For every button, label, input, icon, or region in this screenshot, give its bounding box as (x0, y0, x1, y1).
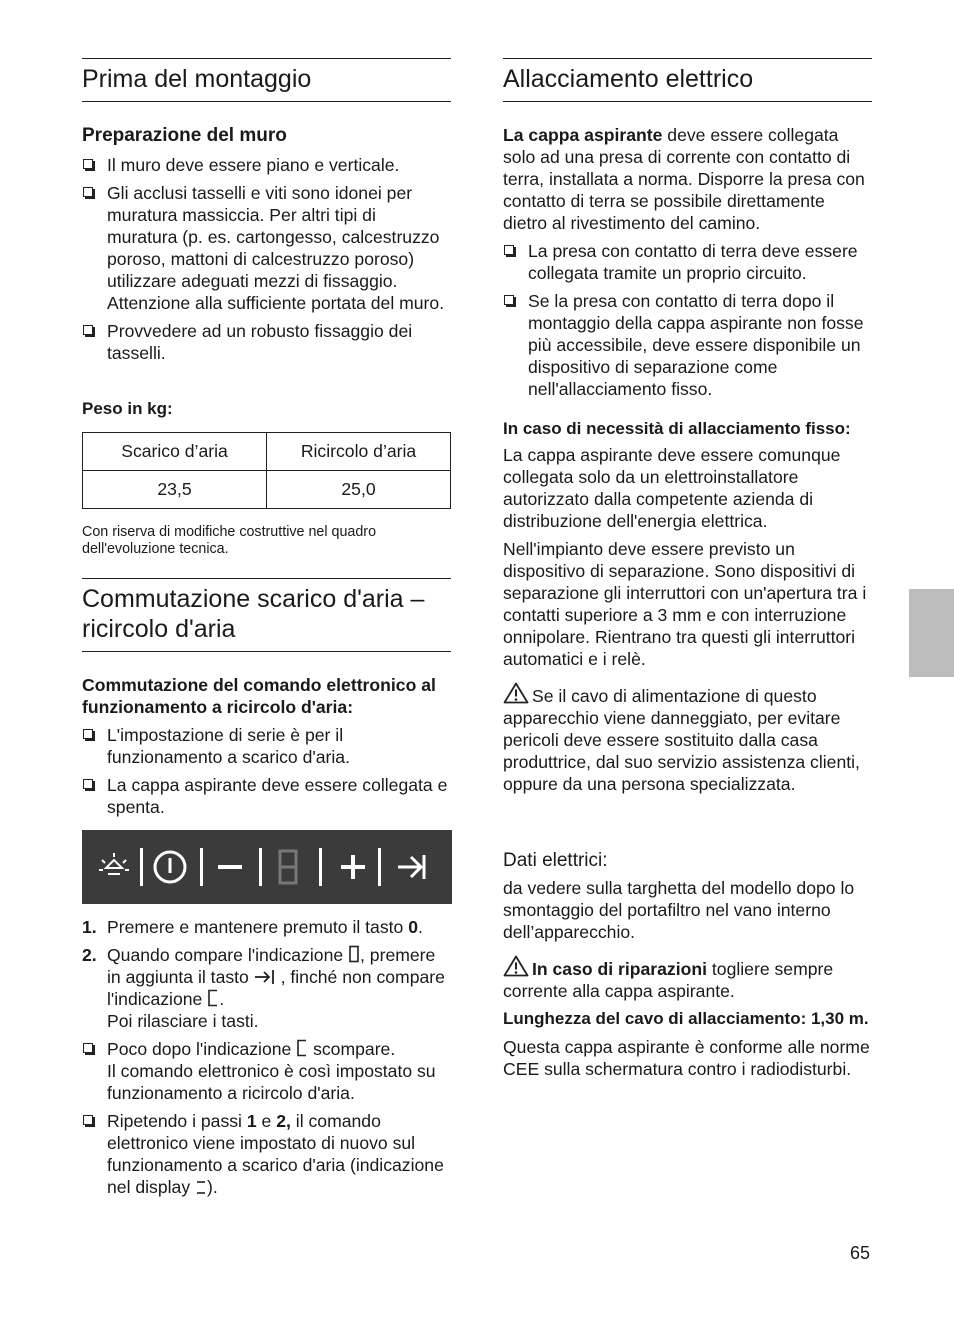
segment-display-icon (280, 851, 296, 883)
intro-paragraph: La cappa aspirante deve essere collegata solo ad una presa di corrente con contatto di terra, installata a norma. Disporre la presa con contatto di terra se possibile direttamente dietro al rivestimento del camino. (503, 125, 865, 233)
panel-divider (259, 848, 262, 886)
list-item: L'impostazione di serie è per il funzionamento a scarico d'aria. (82, 724, 451, 768)
wall-preparation-heading: Preparazione del muro (82, 125, 287, 146)
display-line-icon (195, 1177, 207, 1195)
steps-list (82, 916, 451, 1032)
table-header: Ricircolo d’aria (267, 433, 451, 471)
weight-table (82, 432, 451, 509)
table-cell: 25,0 (267, 471, 451, 509)
arrow-to-bar-icon (254, 969, 276, 985)
display-c-icon (296, 1039, 308, 1057)
list-item: Il muro deve essere piano e verticale. (82, 154, 451, 176)
list-item: Provvedere ad un robusto fissaggio dei tasselli. (82, 320, 451, 364)
checkbox-bullet-icon (83, 779, 93, 789)
disclaimer-note: Con riserva di modifiche costruttive nel quadro dell'evoluzione tecnica. (82, 524, 377, 557)
fixed-paragraph-2: Nell'impianto deve essere previsto un dispositivo di separazione. Sono dispositivi di separazione gli interruttori con un'apertura tra i contatti superiore a 3 mm e con interruzione onnipolare. Rientrano tra questi gli interruttori automatici e i relè. (503, 539, 867, 669)
electrical-data-heading: Dati elettrici: (503, 850, 608, 871)
panel-divider (319, 848, 322, 886)
display-zero-icon (348, 945, 360, 963)
fixed-connection-heading: In caso di necessità di allacciamento fisso: (503, 419, 851, 438)
section-title-electrical: Allacciamento elettrico (503, 58, 872, 102)
checkbox-bullet-icon (83, 1115, 93, 1125)
checkbox-bullet-icon (83, 325, 93, 335)
after-checklist (82, 1038, 451, 1198)
section-title-switching: Commutazione scarico d'aria – ricircolo d'aria (82, 578, 451, 652)
switch-heading: Commutazione del comando elettronico al funzionamento a ricircolo d'aria: (82, 675, 436, 717)
control-panel (82, 830, 452, 904)
display-c-icon (207, 989, 219, 1007)
list-item: 2. Quando compare l'indicazione , premere in aggiunta il tasto , finché non compare l'indicazione . Poi rilasciare i tasti. (82, 945, 445, 1031)
section-tab-marker (909, 589, 954, 677)
list-item: Se la presa con contatto di terra dopo il montaggio della cappa aspirante non fosse più accessibile, deve essere disponibile un dispositivo di separazione come nell'allacciamento fisso. (503, 290, 872, 400)
section-title-mounting: Prima del montaggio (82, 58, 451, 102)
cable-warning: Se il cavo di alimentazione di questo apparecchio viene danneggiato, per evitare pericoli deve essere sostituito dalla casa produttrice, dal suo servizio assistenza clienti, oppure da una persona specializzata. (503, 682, 872, 795)
minus-icon[interactable] (218, 865, 242, 869)
table-row (83, 433, 451, 471)
repair-warning: In caso di riparazioni togliere sempre corrente alla cappa aspirante. (503, 955, 872, 1002)
list-item: Poco dopo l'indicazione scompare. Il comando elettronico è così impostato su funzionamento a ricircolo d'aria. (82, 1038, 451, 1104)
checkbox-bullet-icon (83, 1043, 93, 1053)
checkbox-bullet-icon (504, 295, 514, 305)
list-item: 1. Premere e mantenere premuto il tasto 0. (82, 917, 423, 937)
panel-divider (200, 848, 203, 886)
electrical-checklist (503, 240, 872, 400)
list-item: La cappa aspirante deve essere collegata e spenta. (82, 774, 451, 818)
cable-length: Lunghezza del cavo di allacciamento: 1,30 m. (503, 1009, 869, 1028)
table-cell: 23,5 (83, 471, 267, 509)
warning-icon (503, 955, 529, 977)
checkbox-bullet-icon (83, 159, 93, 169)
warning-icon (503, 682, 529, 704)
left-column (82, 58, 451, 1204)
page-number: 65 (850, 1243, 871, 1263)
fixed-paragraph-1: La cappa aspirante deve essere comunque collegata solo da un elettroinstallatore autorizzato dalla competente azienda di distribuzione dell'energia elettrica. (503, 445, 841, 531)
table-header: Scarico d’aria (83, 433, 267, 471)
checkbox-bullet-icon (83, 729, 93, 739)
weight-label: Peso in kg: (82, 399, 173, 418)
list-item: Gli acclusi tasselli e viti sono idonei per muratura massiccia. Per altri tipi di muratura (p. es. cartongesso, calcestruzzo poroso, mattoni di calcestruzzo poroso) utilizzare adeguati mezzi di fissaggio. Attenzione alla sufficiente portata del muro. (82, 182, 451, 314)
switch-checklist (82, 724, 451, 818)
checkbox-bullet-icon (83, 187, 93, 197)
list-item: La presa con contatto di terra deve essere collegata tramite un proprio circuito. (503, 240, 872, 284)
list-item: Ripetendo i passi 1 e 2, il comando elettronico viene impostato di nuovo sul funzionamento a scarico d'aria (indicazione nel display ). (82, 1110, 451, 1198)
plus-icon[interactable] (341, 855, 365, 879)
light-icon[interactable] (99, 853, 129, 874)
right-column (503, 58, 872, 1086)
wall-checklist (82, 154, 451, 364)
arrow-to-bar-icon[interactable] (398, 855, 424, 879)
checkbox-bullet-icon (504, 245, 514, 255)
electrical-data-text: da vedere sulla targhetta del modello dopo lo smontaggio del portafiltro nel vano interno dell’apparecchio. (503, 878, 855, 942)
cee-text: Questa cappa aspirante è conforme alle norme CEE sulla schermatura contro i radiodisturbi. (503, 1037, 870, 1079)
power-icon[interactable] (155, 852, 185, 882)
panel-divider (140, 848, 143, 886)
panel-divider (378, 848, 381, 886)
table-row (83, 471, 451, 509)
